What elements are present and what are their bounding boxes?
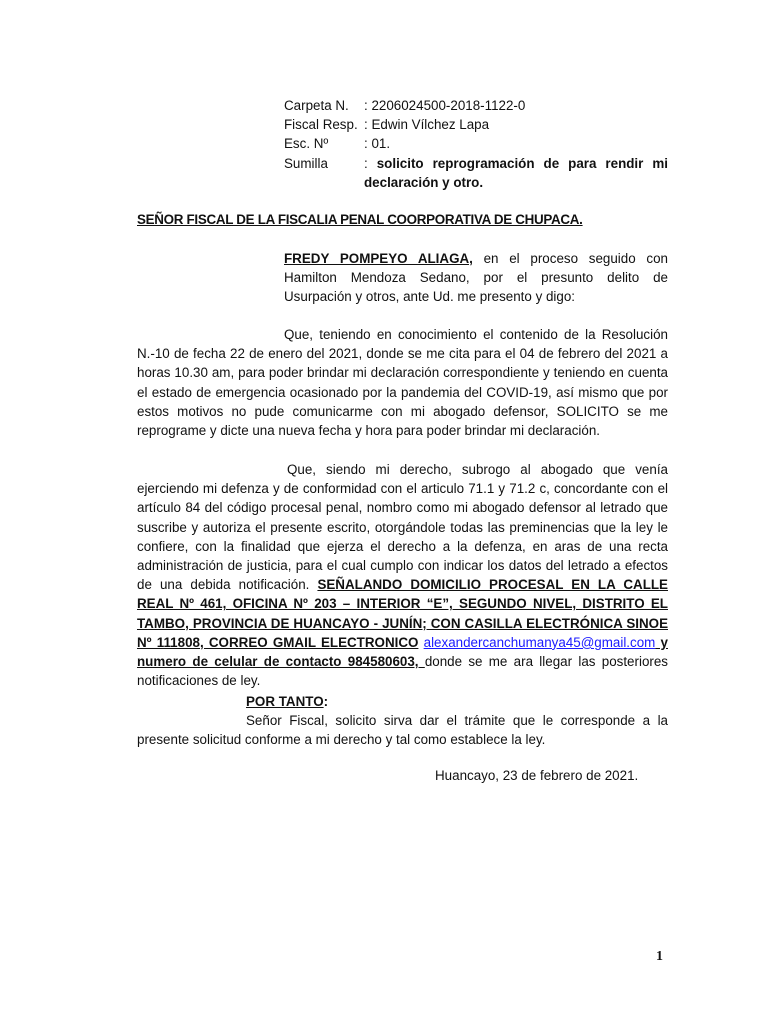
phone-text: y numero de celular de contacto 984580603, [137, 634, 668, 670]
email-link[interactable]: alexandercanchumanya45@gmail.com [423, 634, 656, 650]
esc-label: Esc. Nº [284, 136, 329, 152]
carpeta-value: : 2206024500-2018-1122-0 [364, 98, 526, 113]
carpeta-row [284, 96, 668, 115]
por-tanto-heading [246, 692, 668, 711]
sumilla-text [364, 154, 668, 192]
fiscal-row [284, 115, 668, 134]
por-tanto-paragraph [137, 711, 668, 749]
sumilla-value: solicito reprogramación de para rendir mi declaración y otro. [364, 155, 668, 190]
paragraph-1-text: Que, teniendo en conocimiento el contenido de la Resolución N.-10 de fecha 22 de enero del 2021, donde se me cita para el 04 de febrero del 2021 a horas 10.30 am, para poder brindar mi declaración correspondiente y teniendo en cuenta el estado de emergencia ocasionado por la pandemia del COVID-19, así mismo que por estos motivos no pude comunicarme con mi abogado defensor, SOLICITO se me reprograme y dicte una nueva fecha y hora para poder brindar mi declaración. [137, 327, 668, 439]
esc-row [284, 134, 668, 153]
fiscal-value: : Edwin Vílchez Lapa [364, 117, 490, 133]
body-paragraph-2 [137, 460, 668, 690]
por-tanto-label: POR TANTO [246, 694, 324, 709]
intro-text: en el proceso seguido con Hamilton Mendoza Sedano, por el presunto delito de Usurpación y otros, ante Ud. me presento y digo: [284, 251, 668, 305]
sumilla-label: Sumilla [284, 155, 328, 171]
paragraph-2-text: Que, siendo mi derecho, subrogo al abogado que venía ejerciendo mi defenza y de conformidad con el articulo 71.1 y 71.2 c, concordante con el artículo 84 del código procesal penal, nombro como mi abogado defensor al letrado que suscribe y autoriza el presente escrito, otorgándole todas las preminencias que la ley le confiere, con la finalidad que ejerza el derecho a la defenza, en aras de una recta administración de justicia, para el cual cumplo con indicar los datos del letrado a efectos de una debida notificación. [137, 462, 668, 593]
case-header [284, 96, 668, 192]
document-date: Huancayo, 23 de febrero de 2021. [435, 768, 639, 783]
por-tanto-text: Señor Fiscal, solicito sirva dar el trámite que le corresponde a la presente solicitud conforme a mi derecho y tal como establece la ley. [137, 713, 668, 748]
esc-value: : 01. [364, 136, 391, 152]
carpeta-label: Carpeta N. [284, 98, 349, 113]
sumilla-row [284, 154, 668, 192]
body-paragraph-1 [137, 325, 668, 440]
petitioner-name: FREDY POMPEYO ALIAGA, [284, 251, 473, 266]
por-tanto-colon: : [323, 694, 329, 709]
addressee-title: SEÑOR FISCAL DE LA FISCALIA PENAL COORPORATIVA DE CHUPACA. [137, 212, 583, 227]
intro-paragraph [284, 249, 668, 307]
fiscal-label: Fiscal Resp. [284, 117, 358, 133]
page-number: 1 [656, 949, 663, 964]
legal-address: SEÑALANDO DOMICILIO PROCESAL EN LA CALLE REAL Nº 461, OFICINA Nº 203 – INTERIOR “E”, SEGUNDO NIVEL, DISTRITO EL TAMBO, PROVINCIA DE HUANCAYO - JUNÍN; CON CASILLA ELECTRÓNICA SINOE Nº 111808, CORREO GMAIL ELECTRONICO [137, 577, 668, 650]
sumilla-colon: : [364, 155, 377, 171]
paragraph-2-closing: donde se me ara llegar las posteriores notificaciones de ley. [137, 654, 668, 689]
